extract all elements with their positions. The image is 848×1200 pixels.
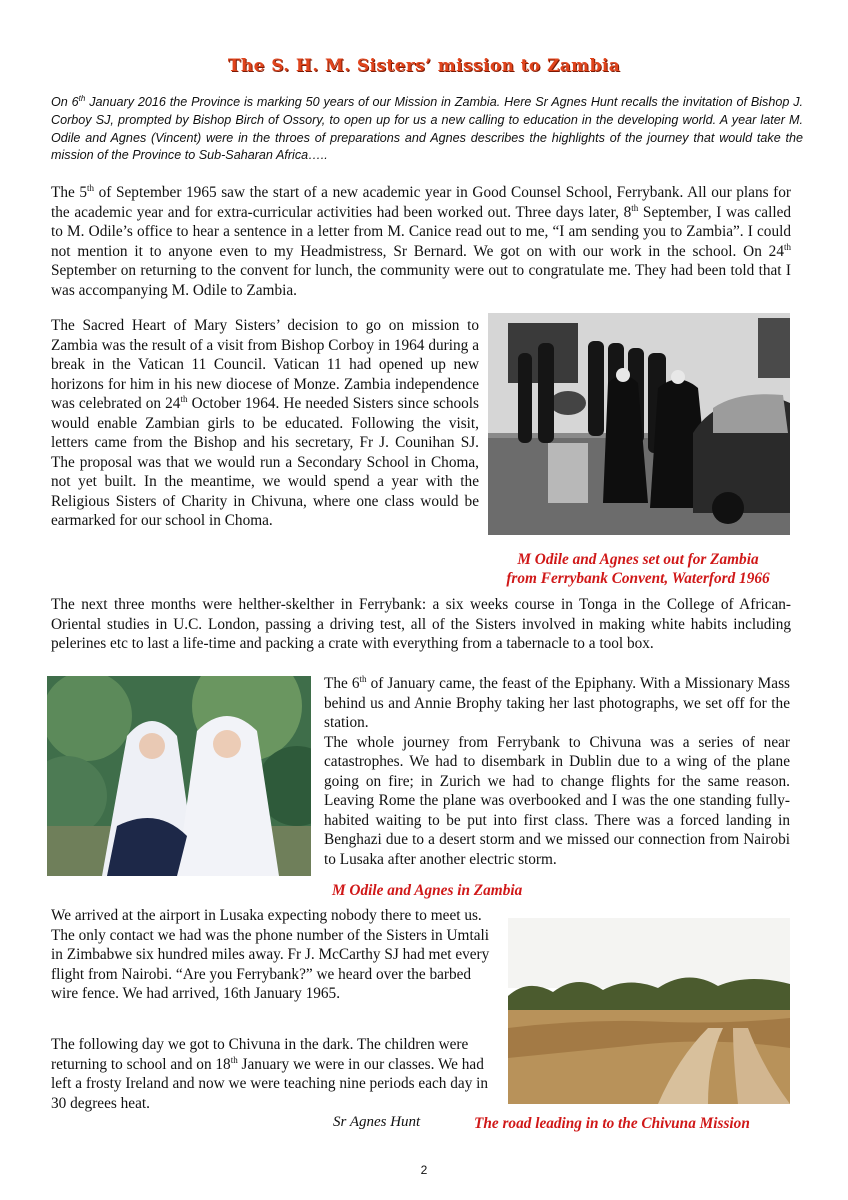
page-title: The S. H. M. Sisters’ mission to Zambia [227,56,621,76]
paragraph-epiphany-journey: The 6th of January came, the feast of the Epiphany. With a Missionary Mass behind us and Annie Brophy taking her last photographs, we set off for the station. The whole journey from Ferrybank to Chivuna was a series of near catastrophes. We had to disembark in Dublin due to a wing of the plane going on fire; in Zurich we had to change flights for the same reason. Leaving Rome the plane was overbooked and I was the one standing fully-habited waiting to be put into first class. There was a forced landing in Benghazi due to a desert storm and we missed our connection from Nairobi to Lusaka after another electric storm. [324,673,790,868]
paragraph-start-of-year: The 5th of September 1965 saw the start of a new academic year in Good Counsel School, Ferrybank. All our plans for the academic year and for extra-curricular activities had been worked out. Three days later, 8th September, I was called to M. Odile’s office to hear a sentence in a letter from M. Canice read out to me, “I am sending you to Zambia”. I could not mention it to anyone even to my Headmistress, Sr Bernard. We got on with our work in the school. On 24th September on returning to the convent for lunch, the community were out to congratulate me. They had been told that I was accompanying M. Odile to Zambia. [51,182,792,299]
photo-caption-ferrybank: M Odile and Agnes set out for Zambia from Ferrybank Convent, Waterford 1966 [506,551,770,587]
page-number: 2 [420,1163,428,1177]
paragraph-chivuna: The following day we got to Chivuna in the dark. The children were returning to school and on 18th January we were in our classes. We had left a frosty Ireland and now we were teaching nine periods each day in 30 degrees heat. [51,1036,489,1112]
author-signature: Sr Agnes Hunt [333,1114,421,1130]
photo-caption-road: The road leading in to the Chivuna Mission [474,1115,750,1132]
photo-ferrybank-convent [488,313,790,535]
photo-sisters-in-zambia [47,676,311,876]
paragraph-lusaka-arrival: We arrived at the airport in Lusaka expecting nobody there to meet us. The only contact we had was the phone number of the Sisters in Umtali in Zimbabwe six hundred miles away. Fr J. McCarthy SJ had met every flight from Nairobi. “Are you Ferrybank?” we heard over the barbed wire fence. We had arrived, 16th January 1965. [51,907,490,1002]
paragraph-preparations: The next three months were helther-skelther in Ferrybank: a six weeks course in Tonga in the College of African-Oriental studies in U.C. London, passing a driving test, all of the Sisters involved in making white habits including pelerines etc to last a life-time and packing a crate with everything from a tabernacle to a tool box. [51,596,791,652]
photo-road-to-chivuna [508,918,790,1104]
intro-paragraph: On 6th January 2016 the Province is marking 50 years of our Mission in Zambia. Here Sr Agnes Hunt recalls the invitation of Bishop J. Corboy SJ, prompted by Bishop Birch of Ossory, to open up for us a new calling to education in the developing world. A year later M. Odile and Agnes (Vincent) were in the throes of preparations and Agnes describes the highlights of the journey that would take the mission of the Province to Sub-Saharan Africa….. [51,93,803,163]
paragraph-decision: The Sacred Heart of Mary Sisters’ decision to go on mission to Zambia was the result of a visit from Bishop Corboy in 1964 during a break in the Vatican 11 Council. Vatican 11 had opened up new horizons for him in his new diocese of Monze. Zambia independence was celebrated on 24th October 1964. He needed Sisters since schools would enable Zambian girls to be educated. Following the visit, letters came from the Bishop and his secretary, Fr J. Counihan SJ. The proposal was that we would run a Secondary School in Choma, not yet built. In the meantime, we would spend a year with the Religious Sisters of Charity in Chivuna, where one class would be earmarked for our school in Choma. [51,317,479,529]
photo-caption-zambia: M Odile and Agnes in Zambia [332,882,523,899]
